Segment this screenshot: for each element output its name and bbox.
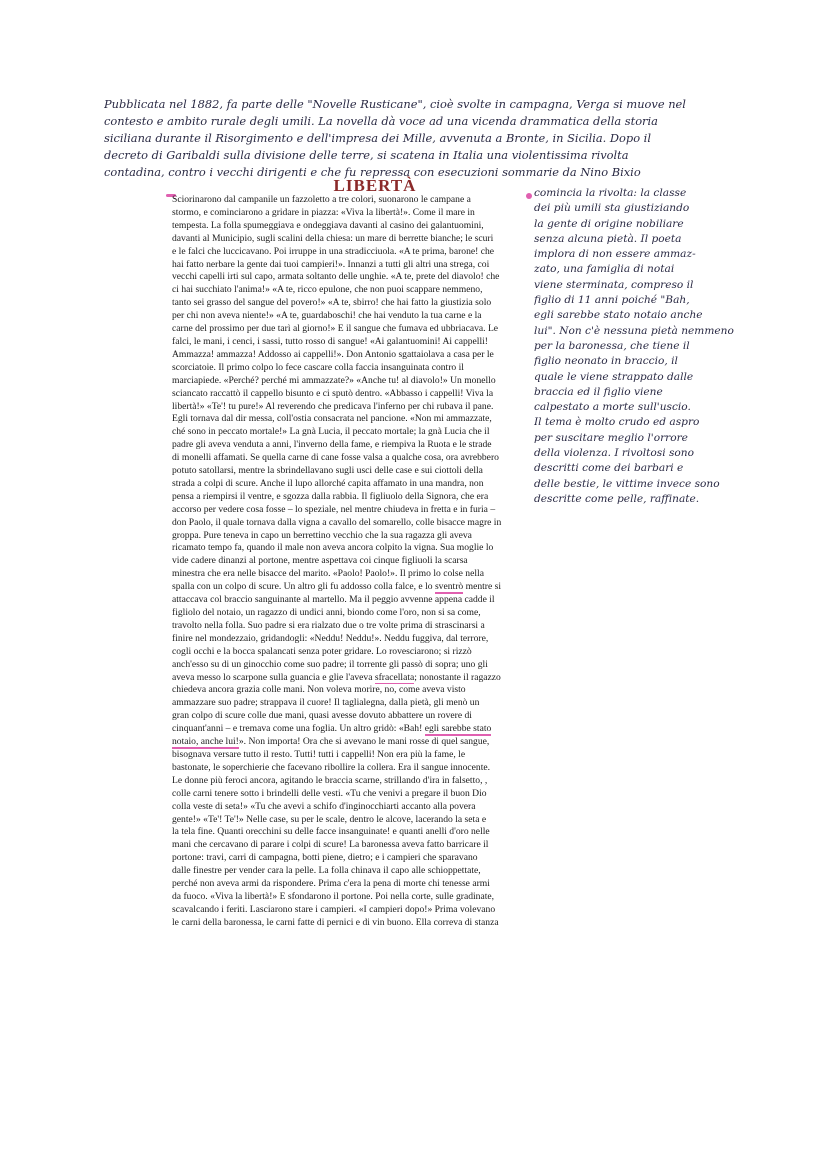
story-line: don Paolo, il quale tornava dalla vigna a cavallo del somarello, colle bisacce magre in (172, 516, 502, 528)
margin-note-line: dei più umili sta giustiziando (534, 202, 690, 215)
story-line: padre gli aveva venduta a anni, l'inverno della fame, e riempiva la Ruota e le strade (172, 439, 492, 451)
margin-note-line: Il tema è molto crudo ed aspro (534, 416, 700, 429)
story-line: Le donne più feroci ancora, agitando le braccia scarne, strillando d'ira in falsetto, , (172, 774, 488, 786)
story-line: tempesta. La folla spumeggiava e ondeggiava davanti al casino dei galantuomini, (172, 219, 484, 231)
story-line: vide cadere dinanzi al portone, mentre aspettava coi cinque figliuoli la scarsa (172, 555, 468, 567)
underlined-phrase: notaio, anche lui! (172, 736, 239, 748)
story-line: e le falci che luccicavano. Poi irruppe in una stradicciuola. «A te prima, barone! che (172, 245, 495, 257)
story-line: stormo, e cominciarono a gridare in piazza: «Viva la libertà!». Come il mare in (172, 206, 475, 218)
margin-note-line: comincia la rivolta: la classe (534, 187, 687, 199)
story-line: per chi non aveva niente!» «A te, guardaboschi! che hai venduto la tua carne e la (172, 310, 482, 322)
margin-note-line: calpestato a morte sull'uscio. (534, 401, 691, 414)
story-line: strada a colpi di scure. Anche il lupo allorché capita affamato in una mandra, non (172, 477, 484, 489)
story-line: carne del prossimo per due tarì al giorno!» E il sangue che fumava ed ubbriacava. Le (172, 323, 499, 335)
story-line: falci, le mani, i cenci, i sassi, tutto rosso di sangue! «Ai galantuomini! Ai cappelli! (172, 335, 488, 347)
margin-note-line: descritte come pelle, raffinate. (534, 492, 700, 505)
margin-note-line: lui". Non c'è nessuna pietà nemmeno (534, 324, 734, 337)
story-line: pensa a riempirsi il ventre, e sgozza dalla rabbia. Il figliuolo della Signora, che era (172, 490, 489, 502)
story-line: portone: travi, carri di campagna, botti piene, dietro; e i campieri che sparavano (172, 852, 478, 864)
margin-note-line: la gente di origine nobiliare (534, 217, 684, 230)
story-line: cinquant'anni – e tremava come una foglia. Un altro gridò: «Bah! egli sarebbe stato (172, 723, 492, 735)
story-line: ammazzare suo padre; strappava il cuore! Il taglialegna, dalla pietà, gli menò un (172, 697, 480, 709)
margin-note-line: egli sarebbe stato notaio anche (534, 309, 703, 322)
story-line: libertà!» «Te'! tu pure!» Al reverendo che predicava l'inferno per chi rubava il pane. (172, 400, 494, 412)
margin-note-line: figlio neonato in braccio, il (534, 355, 678, 368)
story-line: spalla con un colpo di scure. Un altro gli fu addosso colla falce, e lo sventrò mentre si (172, 581, 502, 593)
story-line: anch'esso su di un ginocchio come suo padre; il torrente gli passò di sopra; uno gli (172, 658, 488, 670)
margin-note-line: implora di non essere ammaz- (534, 248, 696, 261)
story-line: da fuoco. «Viva la libertà!» E sfondarono il portone. Poi nella corte, sulle gradinate, (172, 890, 495, 902)
story-line: scavalcando i feriti. Lasciarono stare i campieri. «I campieri dopo!» Prima volevano (172, 903, 496, 915)
story-line: sciancato raccattò il cappello bisunto e ci sputò dentro. «Abbasso i cappelli! Viva la (172, 387, 494, 399)
story-text (172, 194, 524, 930)
story-line: bisognava versare tutto il resto. Tutti! tutti i cappelli! Non era più la fame, le (172, 748, 466, 760)
margin-note-line: descritti come dei barbari e (534, 462, 684, 475)
story-line: hai fatto nerbare la gente dai tuoi campieri!». Innanzi a tutti gli altri una strega, coi (172, 258, 490, 270)
margin-note-line: per la baronessa, che tiene il (534, 339, 690, 352)
story-line: notaio, anche lui!». Non importa! Ora che si avevano le mani rosse di quel sangue, (172, 736, 490, 748)
margin-note-line: quale le viene strappato dalle (534, 370, 694, 383)
story-line: aveva messo lo scarpone sulla guancia e glie l'aveva sfracellata; nonostante il ragazzo (172, 671, 501, 683)
story-line: gran colpo di scure colle due mani, quasi avesse dovuto abbattere un rovere di (172, 710, 472, 722)
highlight-dot-right (526, 193, 532, 199)
story-line: bastonate, le soperchierie che facevano ribollire la collera. Era il sangue innocente. (172, 761, 491, 773)
margin-note-line: figlio di 11 anni poiché "Bah, (534, 294, 690, 307)
margin-note-line: delle bestie, le vittime invece sono (534, 477, 720, 490)
story-line: colle carni tenere sotto i brindelli delle vesti. «Tu che venivi a pregare il buon Dio (172, 787, 487, 799)
story-line: ricamato tempo fa, quando il male non aveva ancora colpito la vigna. Sua moglie lo (172, 542, 494, 554)
story-line: figliolo del notaio, un ragazzo di undici anni, biondo come l'oro, non si sa come, (172, 607, 481, 618)
story-line: marciapiede. «Perché? perché mi ammazzate?» «Anche tu! al diavolo!» Un monello (172, 374, 496, 386)
story-line: ci hai succhiato l'anima!» «A te, ricco epulone, che non puoi scappare nemmeno, (172, 284, 483, 296)
story-line: Ammazza! ammazza! Addosso ai cappelli!». Don Antonio sgattaiolava a casa per le (172, 348, 494, 360)
story-line: groppa. Pure teneva in capo un berrettino vecchio che la sua ragazza gli aveva (172, 529, 472, 541)
story-line: Egli tornava dal dir messa, coll'ostia consacrata nel pancione. «Non mi ammazzate, (172, 413, 492, 425)
story-line: minestra che era nelle bisacce del marito. «Paolo! Paolo!». Il primo lo colse nella (172, 568, 484, 580)
underlined-phrase: sventrò (434, 581, 464, 593)
story-line: vecchi capelli irti sul capo, armata soltanto delle unghie. «A te, prete del diavolo! che (172, 271, 500, 283)
intro-note-line: contesto e ambito rurale degli umili. La novella dà voce ad una vicenda drammatica della storia (104, 114, 658, 128)
story-line: dalle finestre per vender cara la pelle. La folla chinava il capo alle schioppettate, (172, 865, 481, 877)
story-line: potuto satollarsi, mentre la sbrindellavano sugli usci delle case e sui ciottoli della (172, 465, 483, 477)
story-line: di monelli affamati. Se quella carne di cane fosse valsa a qualche cosa, ora avrebbero (172, 452, 499, 464)
story-line: colla veste di seta!» «Tu che avevi a schifo d'inginocchiarti accanto alla povera (172, 800, 476, 812)
margin-handwritten-note (534, 186, 774, 507)
story-line: ché sono in peccato mortale!» La gnà Lucia, il peccato mortale; la gnà Lucia che il (172, 426, 490, 438)
story-line: perché non aveva armi da rispondere. Prima c'era la pena di morte chi tenesse armi (172, 878, 490, 890)
story-line: chiedeva ancora grazia colle mani. Non voleva morire, no, come aveva visto (172, 684, 466, 696)
story-line: mani che cercavano di parare i colpi di scure! La baronessa aveva fatto barricare il (172, 839, 489, 851)
story-line: Sciorinarono dal campanile un fazzoletto a tre colori, suonarono le campane a (172, 194, 471, 205)
story-line: le carni della baronessa, le carni fatte di pernici e di vin buono. Ella correva di stanza (172, 916, 499, 928)
story-line: accorso per vedere cosa fosse – lo speziale, nel mentre chiudeva in fretta e in furia – (172, 503, 496, 515)
story-line: cogli occhi e la bocca spalancati senza poter gridare. Lo rovesciarono; si rizzò (172, 645, 472, 657)
story-line: travolto nella folla. Suo padre si era rialzato due o tre volte prima di strascinarsi a (172, 619, 485, 631)
page-title: LIBERTÀ (333, 176, 417, 195)
story-line: scorciatoie. Il primo colpo lo fece cascare colla faccia insanguinata contro il (172, 361, 464, 373)
margin-note-line: braccia ed il figlio viene (534, 385, 663, 398)
underlined-phrase: sfracellata (374, 671, 415, 683)
margin-note-line: della violenza. I rivoltosi sono (534, 447, 694, 460)
margin-note-line: viene sterminata, compreso il (534, 278, 694, 291)
story-line: tanto sei grasso del sangue del povero!» «A te, sbirro! che hai fatto la giustizia solo (172, 297, 492, 309)
underlined-phrase: egli sarebbe stato (424, 723, 492, 735)
margin-note-line: senza alcuna pietà. Il poeta (534, 232, 682, 245)
story-line: finire nel mondezzaio, gridandogli: «Neddu! Neddu!». Neddu fuggiva, dal terrore, (172, 632, 489, 644)
margin-note-line: per suscitare meglio l'orrore (534, 431, 688, 444)
story-line: gente!» «Te'! Te'!» Nelle case, su per le scale, dentro le alcove, lacerando la seta e (172, 813, 487, 825)
intro-note-line: decreto di Garibaldi sulla divisione delle terre, si scatena in Italia una violentissima rivolta (104, 148, 629, 162)
intro-note-line: siciliana durante il Risorgimento e dell'impresa dei Mille, avvenuta a Bronte, in Sicilia. Dopo il (104, 131, 651, 145)
intro-handwritten-note (104, 96, 716, 181)
margin-note-line: zato, una famiglia di notai (534, 263, 675, 276)
story-line: attaccava col braccio sanguinante al martello. Ma il peggio avvenne appena cadde il (172, 594, 495, 606)
intro-note-line: Pubblicata nel 1882, fa parte delle "Novelle Rusticane", cioè svolte in campagna, Verga si muove nel (104, 97, 686, 111)
intro-note-line: contadina, contro i vecchi dirigenti e che fu repressa con esecuzioni sommarie da Nino Bixio (104, 165, 641, 179)
story-line: la tela fine. Quanti orecchini su delle facce insanguinate! e quanti anelli d'oro nelle (172, 826, 490, 838)
story-line: davanti al Municipio, sugli scalini della chiesa: un mare di berrette bianche; le scuri (172, 232, 494, 244)
